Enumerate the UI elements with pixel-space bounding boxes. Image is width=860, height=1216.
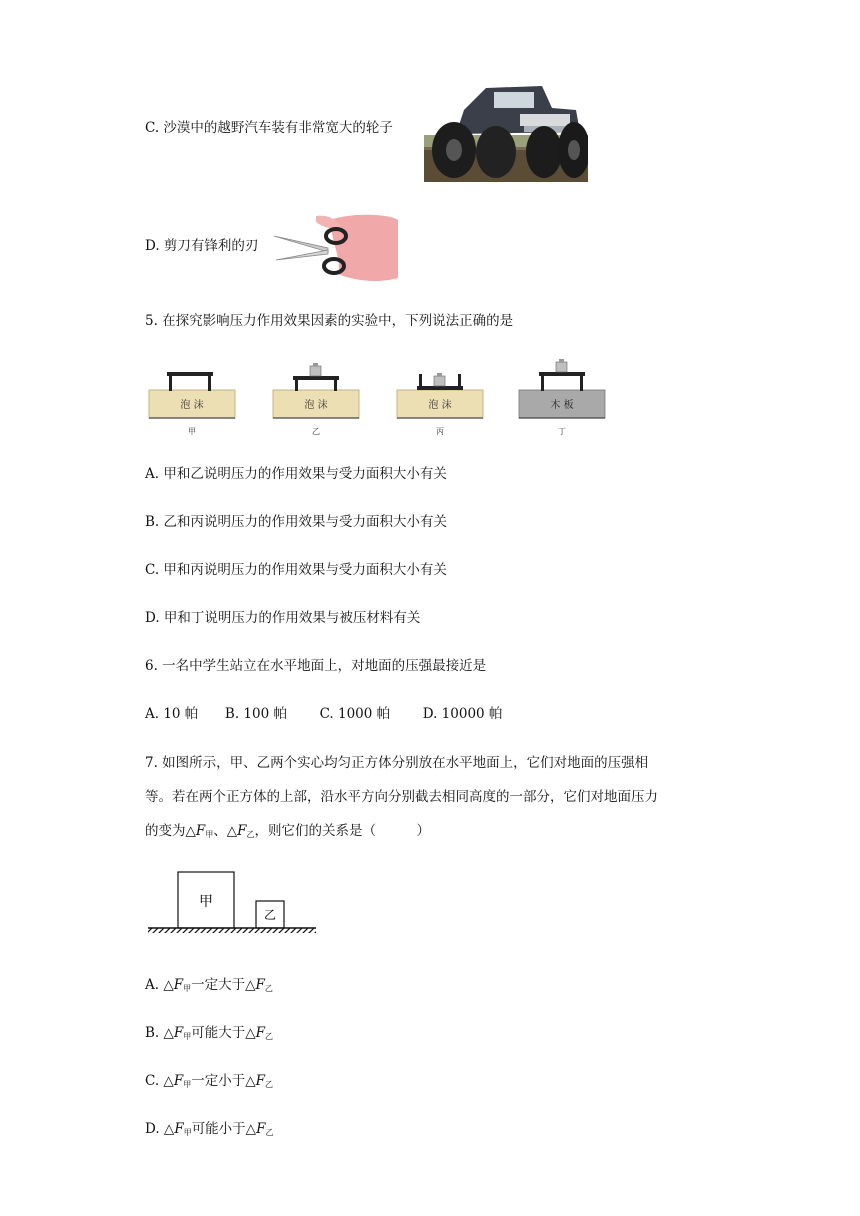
q4-option-c: C. 沙漠中的越野汽车装有非常宽大的轮子 (145, 120, 393, 136)
panel-surface-label: 木 板 (550, 400, 574, 411)
force-symbol: F (256, 1121, 266, 1137)
q6-option-c: C. 1000 帕 (319, 706, 391, 722)
stem-text: 、△ (213, 823, 238, 839)
q5-option-b: B. 乙和丙说明压力的作用效果与受力面积大小有关 (145, 514, 448, 530)
force-symbol: F (173, 1073, 184, 1089)
stem-text: 的变为△ (145, 823, 196, 839)
force-symbol: F (173, 977, 184, 993)
q7-option-a (145, 975, 273, 999)
q7-option-b (145, 1023, 273, 1047)
force-symbol: F (255, 1073, 265, 1089)
subscript-jia: 甲 (183, 1080, 192, 1089)
force-symbol: F (174, 1121, 184, 1137)
option-text: 一定大于△ (191, 977, 256, 993)
q4-option-d: D. 剪刀有锋利的刃 (145, 238, 259, 254)
stem-text: ，则它们的关系是（ ） (254, 823, 431, 839)
cube-jia-label: 甲 (199, 894, 213, 910)
subscript-yi: 乙 (264, 984, 273, 993)
force-symbol: F (255, 977, 265, 993)
q6-option-a: A. 10 帕 (145, 706, 199, 722)
force-symbol: F (173, 1025, 184, 1041)
subscript-yi: 乙 (265, 1128, 274, 1137)
panel-surface-label: 泡 沫 (180, 400, 204, 411)
option-text: A. △ (145, 977, 174, 993)
q7-stem-line2: 等。若在两个正方体的上部，沿水平方向分别截去相同高度的一部分，它们对地面压力 (145, 789, 658, 805)
subscript-yi: 乙 (264, 1080, 273, 1089)
pressure-experiment-figure (145, 356, 607, 438)
panel-caption: 甲 (188, 427, 196, 436)
q5-option-c: C. 甲和丙说明压力的作用效果与受力面积大小有关 (145, 562, 447, 578)
subscript-jia: 甲 (183, 1032, 192, 1041)
subscript-jia: 甲 (205, 830, 214, 839)
option-text: C. △ (145, 1073, 174, 1089)
q6-option-d: D. 10000 帕 (422, 706, 503, 722)
q7-stem-line1: 7. 如图所示，甲、乙两个实心均匀正方体分别放在水平地面上，它们对地面的压强相 (145, 755, 649, 771)
q6-stem: 6. 一名中学生站立在水平地面上，对地面的压强最接近是 (145, 658, 487, 674)
q5-option-a: A. 甲和乙说明压力的作用效果与受力面积大小有关 (145, 466, 447, 482)
subscript-yi: 乙 (265, 1032, 274, 1041)
cube-yi-label: 乙 (263, 908, 277, 922)
q7-stem-line3 (145, 821, 430, 845)
option-text: 可能小于△ (191, 1121, 257, 1137)
panel-surface-label: 泡 沫 (304, 400, 328, 411)
force-symbol: F (237, 823, 247, 839)
subscript-yi: 乙 (246, 830, 255, 839)
q6-options (145, 704, 502, 724)
monster-truck-image (424, 80, 588, 182)
panel-caption: 丁 (558, 427, 566, 436)
option-text: 一定小于△ (191, 1073, 256, 1089)
scissors-image (272, 210, 398, 284)
subscript-jia: 甲 (183, 1128, 192, 1137)
q6-option-b: B. 100 帕 (224, 706, 287, 722)
subscript-jia: 甲 (183, 984, 192, 993)
q5-stem: 5. 在探究影响压力作用效果因素的实验中，下列说法正确的是 (145, 313, 514, 329)
option-text: B. △ (145, 1025, 174, 1041)
panel-caption: 乙 (312, 427, 320, 436)
panel-caption: 丙 (436, 427, 444, 436)
force-symbol: F (255, 1025, 266, 1041)
force-symbol: F (195, 823, 206, 839)
panel-surface-label: 泡 沫 (428, 400, 452, 411)
q7-option-d (145, 1119, 273, 1143)
q5-option-d: D. 甲和丁说明压力的作用效果与被压材料有关 (145, 610, 421, 626)
option-text: 可能大于△ (191, 1025, 256, 1041)
option-text: D. △ (145, 1121, 175, 1137)
cubes-figure (146, 868, 318, 938)
q7-option-c (145, 1071, 273, 1095)
